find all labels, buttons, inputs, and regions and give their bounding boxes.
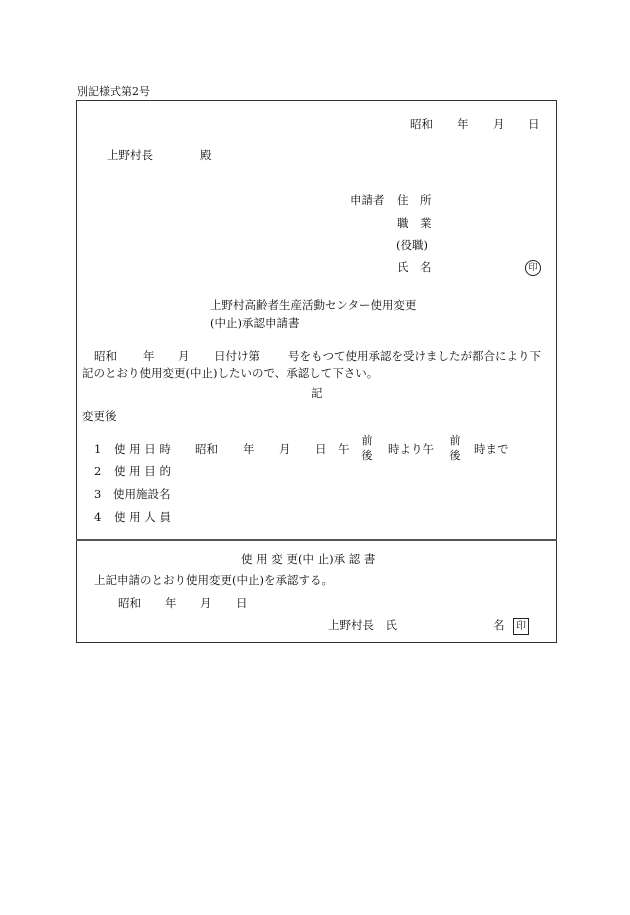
date-day: 日 (528, 117, 540, 131)
body-month: 月 (178, 349, 190, 363)
dt-zengo2-bottom: 後 (449, 449, 461, 462)
dt-zengo1-bottom: 後 (361, 449, 373, 462)
after-change-label: 変更後 (82, 409, 117, 423)
honorific: 殿 (200, 148, 212, 162)
approval-signer: 上野村長 氏 (328, 618, 397, 632)
name-label: 氏 名 (397, 260, 432, 274)
dt-zengo1-top: 前 (361, 434, 373, 447)
approval-text: 上記申請のとおり使用変更(中止)を承認する。 (94, 573, 333, 587)
applicant-seal: 印 (525, 260, 541, 276)
body-dated: 日付け第 (214, 349, 260, 363)
dt-day: 日 (315, 442, 327, 456)
item-1-number: 1 (94, 442, 102, 456)
dt-gozen1: 午 (338, 442, 350, 456)
date-era: 昭和 (410, 117, 433, 131)
dt-zengo2-top: 前 (449, 434, 461, 447)
approval-era: 昭和 (118, 596, 141, 610)
item-3-label: 使用施設名 (113, 487, 171, 501)
date-year: 年 (457, 117, 469, 131)
approval-seal: 印 (513, 618, 529, 635)
dt-zengo1 (360, 433, 374, 463)
approval-day: 日 (236, 596, 248, 610)
address-label: 住 所 (397, 193, 432, 207)
approval-name-suffix: 名 (493, 618, 505, 632)
item-2-number: 2 (94, 464, 102, 478)
ki-heading: 記 (311, 386, 323, 400)
form-number: 別記様式第2号 (77, 85, 150, 98)
date-month: 月 (493, 117, 505, 131)
applicant-label: 申請者 (350, 193, 385, 207)
approval-year: 年 (165, 596, 177, 610)
approval-month: 月 (200, 596, 212, 610)
dt-until: 時まで (474, 442, 509, 456)
dt-era: 昭和 (195, 442, 218, 456)
dt-month: 月 (279, 442, 291, 456)
item-2-label: 使 用 目 的 (114, 464, 171, 478)
document-title-line2: (中止)承認申請書 (210, 316, 300, 330)
document-title-line1: 上野村高齢者生産活動センター使用変更 (210, 298, 417, 312)
body-line2: 記のとおり使用変更(中止)したいので、承認して下さい。 (82, 366, 379, 380)
dt-from: 時より午 (388, 442, 434, 456)
occupation-label: 職 業 (397, 216, 432, 230)
item-3-number: 3 (94, 487, 102, 501)
addressee: 上野村長 (107, 148, 153, 162)
section-divider (76, 539, 557, 541)
dt-zengo2 (448, 433, 462, 463)
item-4-number: 4 (94, 510, 102, 524)
body-era: 昭和 (94, 349, 117, 363)
body-year: 年 (143, 349, 155, 363)
body-rest: 号をもつて使用承認を受けましたが都合により下 (288, 349, 541, 363)
position-label: (役職) (396, 238, 428, 252)
item-1-label: 使 用 日 時 (114, 442, 171, 456)
item-4-label: 使 用 人 員 (114, 510, 171, 524)
dt-year: 年 (243, 442, 255, 456)
approval-title: 使 用 変 更(中 止)承 認 書 (241, 552, 376, 566)
